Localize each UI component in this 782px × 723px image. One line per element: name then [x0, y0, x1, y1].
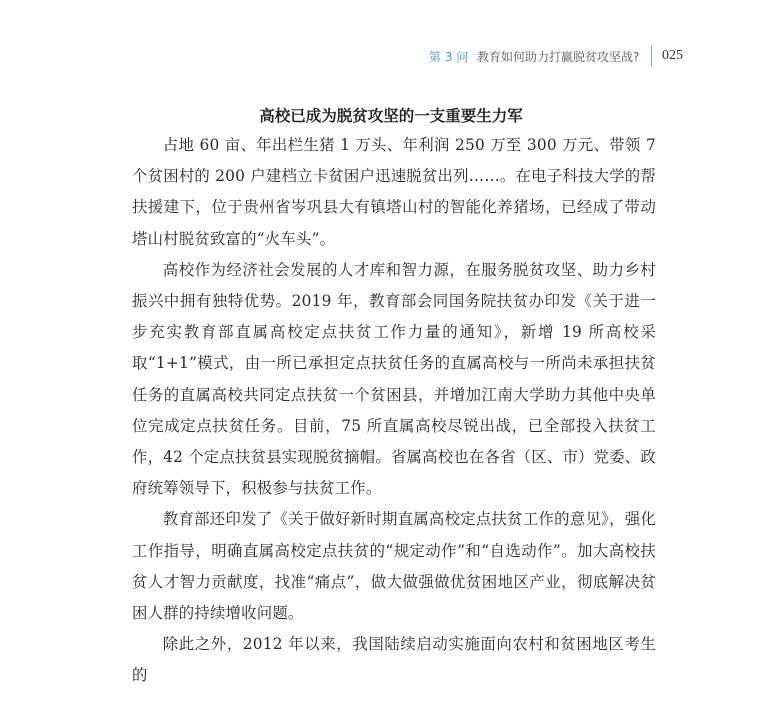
running-header: [0, 48, 782, 68]
section-title: 高校已成为脱贫攻坚的一支重要生力军: [259, 107, 523, 125]
page-number: 025: [662, 48, 683, 63]
paragraph: 教育部还印发了《关于做好新时期直属高校定点扶贫工作的意见》，强化工作指导，明确直属高校定点扶贫的“规定动作”和“自选动作”。加大高校扶贫人才智力贡献度，找准“痛点”，做大做强做优贫困地区产业，彻底解决贫困人群的持续增收问题。: [132, 510, 656, 623]
paragraph: 高校作为经济社会发展的人才库和智力源，在服务脱贫攻坚、助力乡村振兴中拥有独特优势。2019 年，教育部会同国务院扶贫办印发《关于进一步充实教育部直属高校定点扶贫工作力量的通知》，新增 19 所高校采取“1+1”模式，由一所已承担定点扶贫任务的直属高校与一所尚未承担扶贫任务的直属高校共同定点扶贫一个贫困县，并增加江南大学助力其他中央单位完成定点扶贫任务。目前，75 所直属高校尽锐出战，已全部投入扶贫工作，42 个定点扶贫县实现脱贫摘帽。省属高校也在各省（区、市）党委、政府统筹领导下，积极参与扶贫工作。: [132, 260, 656, 498]
header-divider: [651, 46, 652, 66]
paragraph: 除此之外，2012 年以来，我国陆续启动实施面向农村和贫困地区考生的: [132, 635, 656, 685]
chapter-title: 教育如何助力打赢脱贫攻坚战?: [477, 50, 640, 64]
chapter-label: 第 3 问: [429, 50, 469, 64]
paragraph: 占地 60 亩、年出栏生猪 1 万头、年利润 250 万至 300 万元、带领 7 个贫困村的 200 户建档立卡贫困户迅速脱贫出列……。在电子科技大学的帮扶援建下，位于贵州省岑巩县大有镇塔山村的智能化养猪场，已经成了带动塔山村脱贫致富的“火车头”。: [132, 136, 656, 248]
body-text: [132, 130, 656, 692]
